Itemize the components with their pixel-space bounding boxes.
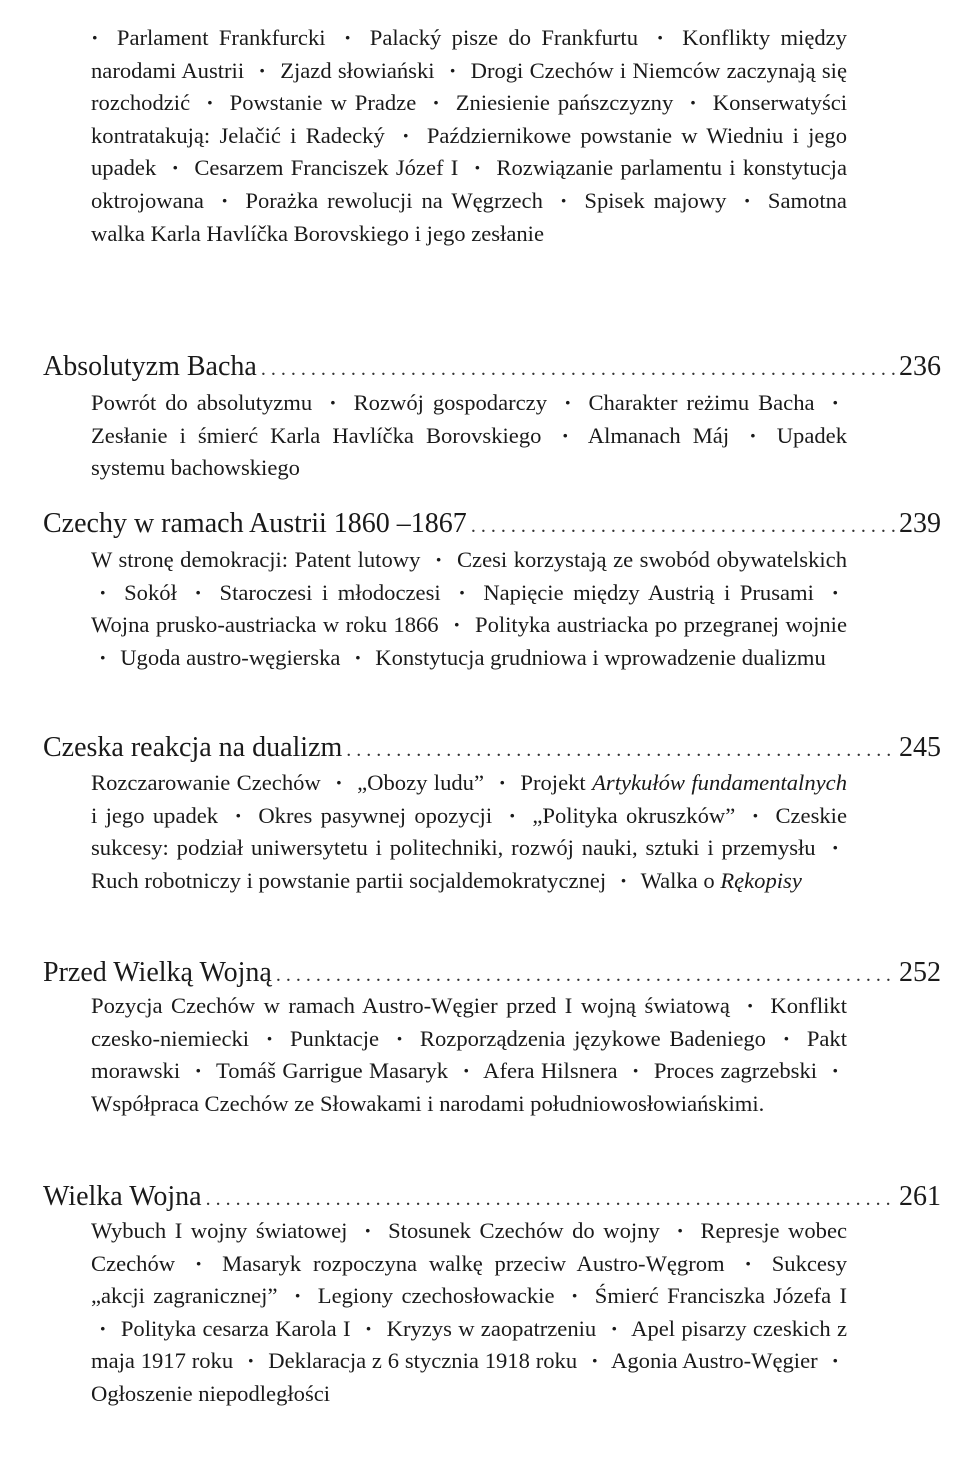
bullet-separator: ·: [743, 187, 751, 213]
bullet-separator: ·: [619, 867, 628, 893]
toc-entry-title: Absolutyzm Bacha: [43, 351, 257, 382]
subtopic: Stosunek Czechów do wojny: [388, 1218, 660, 1243]
bullet-separator: ·: [354, 644, 362, 670]
bullet-separator: ·: [751, 802, 760, 828]
subtopic: Rozwój gospodarczy: [353, 390, 548, 415]
subtopic: Powstanie w Pradze: [229, 90, 417, 116]
subtopic: Sukcesy „akcji zagranicznej”: [91, 1250, 848, 1309]
subtopic: Represje wobec Czechów: [91, 1218, 848, 1276]
subtopic: Staroczesi i młodoczesi: [219, 579, 441, 605]
toc-entry-title: Przed Wielką Wojną: [43, 957, 272, 988]
subtopic: Agonia Austro-Węgier: [611, 1348, 818, 1374]
bullet-separator: ·: [293, 1283, 302, 1309]
subtopic: „Obozy ludu”: [357, 770, 485, 795]
bullet-separator: ·: [559, 187, 568, 213]
dot-leader: [261, 351, 895, 387]
bullet-separator: ·: [831, 1058, 839, 1084]
bullet-separator: ·: [570, 1283, 579, 1309]
subtopic: Projekt Artykułów fundamentalnych i jego upadek: [91, 770, 847, 828]
bullet-separator: ·: [171, 155, 180, 181]
bullet-separator: ·: [194, 1250, 203, 1276]
bullet-separator: ·: [329, 390, 337, 415]
subtopic: Napięcie między Austrią i Prusami: [483, 579, 814, 605]
toc-entry-page: 261: [899, 1181, 941, 1212]
toc-entry-subtopics: [91, 544, 847, 674]
bullet-separator: ·: [99, 644, 107, 670]
toc-entry-czechy-w-ramach-austrii[interactable]: [43, 506, 941, 542]
subtopic: Ruch robotniczy i powstanie partii socjaldemokratycznej: [91, 867, 607, 893]
dot-leader: [346, 732, 895, 768]
toc-entry-subtopics: [91, 387, 847, 485]
bullet-separator: ·: [448, 57, 457, 83]
bullet-separator: ·: [631, 1058, 640, 1084]
bullet-separator: ·: [220, 187, 229, 213]
toc-entry-subtopics: [91, 767, 847, 897]
bullet-separator: ·: [744, 1250, 752, 1276]
subtopic: Samotna walka Karla Havlíčka Borovskiego i jego zesłanie: [91, 187, 847, 246]
subtopic: Drogi Czechów i Niemców zaczynają się rozchodzić: [91, 57, 847, 116]
subtopic: W stronę demokracji: Patent lutowy: [91, 547, 421, 572]
subtopic: Proces zagrzebski: [653, 1058, 818, 1084]
subtopic: Kryzys w zaopatrzeniu: [386, 1315, 597, 1341]
bullet-separator: ·: [831, 390, 840, 415]
bullet-separator: ·: [563, 390, 572, 415]
subtopic: Pozycja Czechów w ramach Austro-Węgier przed I wojną światową: [91, 993, 730, 1018]
subtopic: Punktacje: [289, 1025, 380, 1051]
subtopic: Tomáš Garrigue Masaryk: [216, 1058, 449, 1084]
bullet-separator: ·: [676, 1218, 684, 1243]
bullet-separator: ·: [656, 25, 664, 50]
bullet-separator: ·: [402, 122, 410, 148]
subtopic: Zjazd słowiański: [280, 57, 435, 83]
bullet-separator: ·: [831, 579, 840, 605]
subtopic: Konserwatyści kontratakują: Jelačić i Radecký: [91, 90, 848, 148]
bullet-separator: ·: [473, 155, 482, 181]
bullet-separator: ·: [561, 422, 570, 448]
bullet-separator: ·: [434, 547, 443, 572]
subtopic: Październikowe powstanie w Wiedniu i jego upadek: [91, 122, 848, 181]
subtopic: Wybuch I wojny światowej: [91, 1218, 348, 1243]
toc-intro-subtopics: [91, 22, 847, 250]
subtopic: Parlament Frankfurcki: [116, 25, 326, 50]
subtopic: Palacký pisze do Frankfurtu: [369, 25, 638, 50]
dot-leader: [471, 508, 895, 544]
bullet-separator: ·: [99, 1315, 107, 1341]
bullet-separator: ·: [364, 1315, 373, 1341]
subtopic: Wojna prusko-austriacka w roku 1866: [91, 612, 439, 638]
bullet-separator: ·: [498, 770, 506, 795]
toc-entry-wielka-wojna[interactable]: [43, 1179, 941, 1215]
bullet-separator: ·: [258, 57, 266, 83]
bullet-separator: ·: [590, 1348, 599, 1374]
subtopic: Konflikt czesko-niemiecki: [91, 993, 847, 1051]
subtopic: Sokół: [124, 579, 177, 605]
toc-entry-subtopics: [91, 990, 847, 1120]
bullet-separator: ·: [194, 579, 202, 605]
bullet-separator: ·: [462, 1058, 470, 1084]
bullet-separator: ·: [610, 1315, 619, 1341]
subtopic: Walka o Rękopisy: [640, 867, 802, 893]
subtopic: Masaryk rozpoczyna walkę przeciw Austro-Węgrom: [222, 1250, 725, 1276]
bullet-separator: ·: [458, 579, 466, 605]
bullet-separator: ·: [99, 579, 107, 605]
toc-entry-page: 245: [899, 732, 941, 763]
subtopic: Apel pisarzy czeskich z maja 1917 roku: [91, 1315, 847, 1374]
subtopic: Ogłoszenie niepodległości: [91, 1380, 331, 1406]
subtopic: Konstytucja grudniowa i wprowadzenie dualizmu: [375, 644, 826, 670]
subtopic: Legiony czechosłowackie: [317, 1283, 555, 1309]
subtopic: Współpraca Czechów ze Słowakami i narodami południowosłowiańskimi.: [91, 1090, 765, 1116]
subtopic: Almanach Máj: [587, 422, 730, 448]
toc-entry-przed-wielka-wojna[interactable]: [43, 955, 941, 991]
bullet-separator: ·: [508, 802, 517, 828]
subtopic: Cesarzem Franciszek Józef I: [194, 155, 459, 181]
toc-entry-title: Wielka Wojna: [43, 1181, 202, 1212]
bullet-separator: ·: [343, 25, 352, 50]
subtopic: Zesłanie i śmierć Karla Havlíčka Borovskiego: [91, 422, 542, 448]
subtopic: Powrót do absolutyzmu: [91, 390, 313, 415]
subtopic: Charakter reżimu Bacha: [588, 390, 815, 415]
toc-entry-subtopics: [91, 1215, 847, 1411]
toc-entry-page: 236: [899, 351, 941, 382]
bullet-separator: ·: [335, 770, 343, 795]
toc-entry-absolutyzm-bacha[interactable]: [43, 349, 941, 385]
toc-entry-page: 239: [899, 508, 941, 539]
bullet-separator: ·: [206, 90, 214, 116]
toc-entry-title: Czechy w ramach Austrii 1860 –1867: [43, 508, 467, 539]
toc-entry-page: 252: [899, 957, 941, 988]
toc-entry-czeska-reakcja-na-dualizm[interactable]: [43, 730, 941, 766]
subtopic: Rozczarowanie Czechów: [91, 770, 321, 795]
subtopic: Polityka cesarza Karola I: [120, 1315, 351, 1341]
subtopic: Rozporządzenia językowe Badeniego: [419, 1025, 766, 1051]
bullet-separator: ·: [453, 612, 461, 638]
bullet-separator: ·: [265, 1025, 274, 1051]
subtopic: Afera Hilsnera: [483, 1058, 618, 1084]
bullet-separator: ·: [395, 1025, 404, 1051]
bullet-separator: ·: [831, 835, 840, 861]
subtopic: Pakt morawski: [91, 1025, 847, 1084]
bullet-separator: ·: [234, 802, 242, 828]
subtopic: Porażka rewolucji na Węgrzech: [245, 187, 543, 213]
subtopic: Konflikty między narodami Austrii: [91, 25, 847, 83]
bullet-separator: ·: [91, 25, 99, 50]
subtopic: Zniesienie pańszczyzny: [455, 90, 674, 116]
toc-entry-title: Czeska reakcja na dualizm: [43, 732, 343, 763]
bullet-separator: ·: [364, 1218, 372, 1243]
bullet-separator: ·: [194, 1058, 203, 1084]
bullet-separator: ·: [831, 1348, 839, 1374]
subtopic: Deklaracja z 6 stycznia 1918 roku: [268, 1348, 578, 1374]
subtopic: „Polityka okruszków”: [532, 802, 736, 828]
subtopic: Okres pasywnej opozycji: [258, 802, 493, 828]
bullet-separator: ·: [782, 1025, 791, 1051]
subtopic: Upadek systemu bachowskiego: [91, 422, 847, 481]
bullet-separator: ·: [746, 993, 754, 1018]
dot-leader: [206, 1181, 895, 1217]
bullet-separator: ·: [749, 422, 757, 448]
subtopic: Polityka austriacka po przegranej wojnie: [475, 612, 847, 638]
bullet-separator: ·: [432, 90, 440, 116]
bullet-separator: ·: [689, 90, 697, 116]
subtopic: Rozwiązanie parlamentu i konstytucja oktrojowana: [91, 155, 847, 213]
bullet-separator: ·: [246, 1348, 255, 1374]
subtopic: Śmierć Franciszka Józefa I: [594, 1283, 847, 1309]
subtopic: Czeskie sukcesy: podział uniwersytetu i politechniki, rozwój nauki, sztuki i przemysłu: [91, 802, 847, 861]
subtopic: Spisek majowy: [584, 187, 727, 213]
dot-leader: [276, 957, 895, 993]
subtopic: Czesi korzystają ze swobód obywatelskich: [456, 547, 847, 572]
subtopic: Ugoda austro-węgierska: [120, 644, 341, 670]
